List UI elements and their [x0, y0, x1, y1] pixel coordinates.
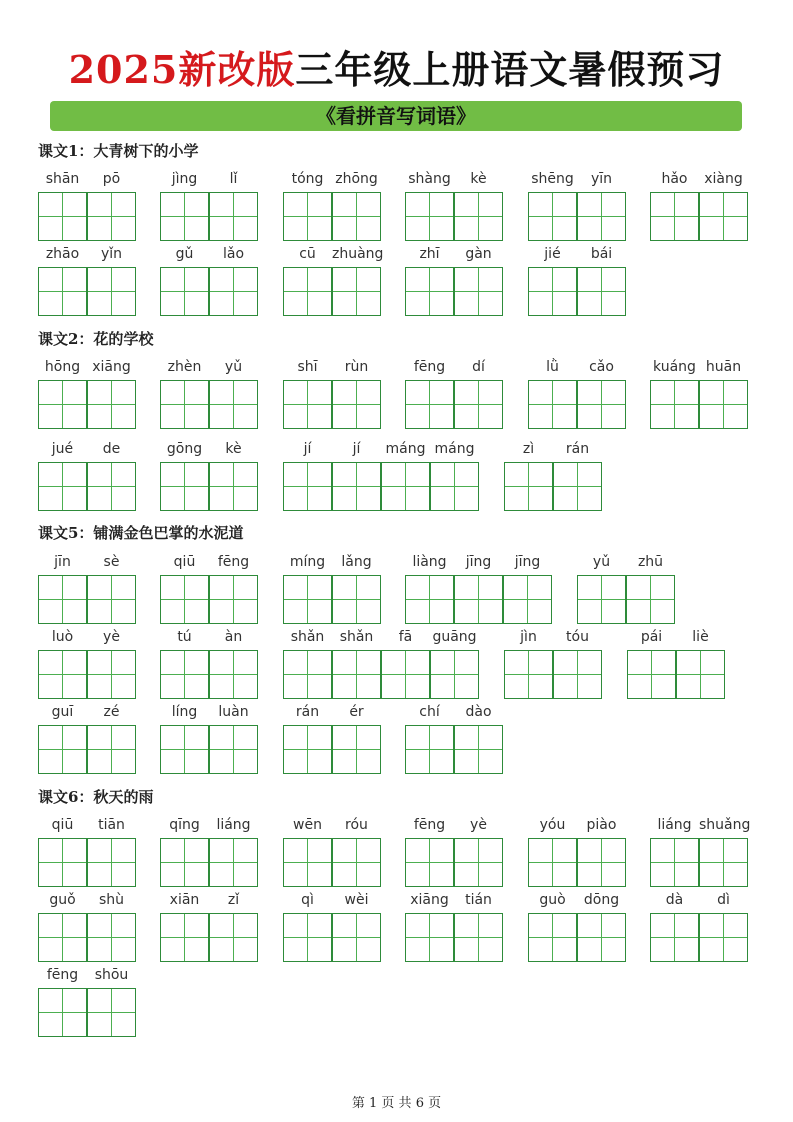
pinyin-label: kè [470, 171, 487, 187]
writing-grid-box[interactable] [87, 267, 136, 316]
writing-grid-box[interactable] [454, 725, 503, 774]
pinyin-label: pō [102, 171, 121, 187]
word-entry [650, 816, 751, 886]
pinyin-label: líng [171, 704, 198, 720]
pinyin-label: máng [434, 441, 475, 457]
writing-grid-box[interactable] [381, 462, 430, 511]
writing-grid-box[interactable] [209, 575, 258, 624]
word-entry [283, 816, 381, 886]
writing-grid-box[interactable] [405, 267, 454, 316]
word-entry [528, 170, 626, 240]
writing-grid-box[interactable] [160, 267, 209, 316]
writing-grid-box[interactable] [283, 380, 332, 429]
word-entry [405, 703, 503, 773]
pinyin-label: yǔ [592, 554, 611, 570]
word-entry [160, 553, 258, 623]
writing-grid-box[interactable] [577, 267, 626, 316]
writing-grid-box[interactable] [160, 462, 209, 511]
writing-grid-box[interactable] [528, 380, 577, 429]
word-entry [38, 553, 136, 623]
pinyin-label: xiān [169, 892, 200, 908]
pinyin-label: shēng [531, 171, 574, 187]
writing-grid-box[interactable] [405, 838, 454, 887]
writing-grid-box[interactable] [503, 575, 552, 624]
word-entry [577, 553, 675, 623]
writing-grid-box[interactable] [160, 725, 209, 774]
writing-grid-box[interactable] [332, 267, 381, 316]
writing-grid-box[interactable] [650, 380, 699, 429]
writing-grid-box[interactable] [405, 192, 454, 241]
pinyin-label: zhuàng [332, 246, 384, 262]
pinyin-label: qiū [173, 554, 196, 570]
writing-grid-box[interactable] [209, 380, 258, 429]
pinyin-label: jìng [171, 171, 198, 187]
word-entry [405, 891, 503, 961]
section-heading: 课文1：大青树下的小学 [38, 142, 199, 160]
writing-grid-box[interactable] [332, 462, 381, 511]
writing-grid-box[interactable] [454, 380, 503, 429]
pinyin-label: zhōng [335, 171, 378, 187]
writing-grid-box[interactable] [650, 192, 699, 241]
pinyin-label: lǐ [229, 171, 238, 187]
writing-grid-box[interactable] [160, 192, 209, 241]
pinyin-label: fēng [217, 554, 250, 570]
writing-grid-box[interactable] [38, 650, 87, 699]
writing-grid-box[interactable] [699, 192, 748, 241]
word-entry [528, 816, 626, 886]
word-entry [38, 440, 136, 510]
writing-grid-box[interactable] [209, 913, 258, 962]
word-entry [38, 816, 136, 886]
subtitle-banner [50, 101, 742, 131]
writing-grid-box[interactable] [430, 650, 479, 699]
pinyin-label: tián [465, 892, 492, 908]
writing-grid-box[interactable] [332, 575, 381, 624]
pinyin-label: qì [301, 892, 314, 908]
pinyin-label: luò [51, 629, 74, 645]
word-entry [405, 816, 503, 886]
writing-grid-box[interactable] [405, 380, 454, 429]
word-entry [650, 170, 748, 240]
pinyin-label: huān [705, 359, 742, 375]
pinyin-label: ér [349, 704, 364, 720]
pinyin-label: jué [51, 441, 74, 457]
writing-grid-box[interactable] [454, 838, 503, 887]
writing-grid-box[interactable] [209, 838, 258, 887]
writing-grid-box[interactable] [650, 838, 699, 887]
writing-grid-box[interactable] [332, 838, 381, 887]
page-footer: 第 1 页 共 6 页 [351, 1096, 442, 1111]
writing-grid-box[interactable] [160, 575, 209, 624]
pinyin-label: jīng [465, 554, 492, 570]
writing-grid-box[interactable] [87, 650, 136, 699]
writing-grid-box[interactable] [209, 267, 258, 316]
pinyin-label: de [102, 441, 121, 457]
pinyin-label: shī [297, 359, 318, 375]
writing-grid-box[interactable] [283, 575, 332, 624]
pinyin-label: rán [295, 704, 320, 720]
pinyin-label: gōng [166, 441, 203, 457]
writing-grid-box[interactable] [209, 462, 258, 511]
pinyin-label: rán [565, 441, 590, 457]
pinyin-label: tú [177, 629, 192, 645]
word-entry [160, 358, 258, 428]
pinyin-label: hōng [44, 359, 81, 375]
word-entry [405, 245, 503, 315]
pinyin-label: yè [103, 629, 120, 645]
writing-grid-box[interactable] [430, 462, 479, 511]
writing-grid-box[interactable] [454, 192, 503, 241]
word-entry [283, 358, 381, 428]
writing-grid-box[interactable] [699, 913, 748, 962]
word-entry [504, 440, 602, 510]
writing-grid-box[interactable] [577, 838, 626, 887]
pinyin-label: jìn [520, 629, 537, 645]
pinyin-label: pái [640, 629, 663, 645]
writing-grid-box[interactable] [332, 913, 381, 962]
writing-grid-box[interactable] [577, 380, 626, 429]
pinyin-label: zhū [637, 554, 664, 570]
pinyin-label: guāng [432, 629, 477, 645]
pinyin-label: bái [590, 246, 613, 262]
pinyin-label: yóu [539, 817, 566, 833]
pinyin-label: lǜ [546, 359, 559, 375]
word-entry [160, 245, 258, 315]
writing-grid-box[interactable] [38, 380, 87, 429]
pinyin-label: fā [398, 629, 413, 645]
pinyin-label: dōng [583, 892, 620, 908]
pinyin-label: gàn [465, 246, 492, 262]
word-entry [650, 891, 748, 961]
pinyin-label: zé [103, 704, 120, 720]
writing-grid-box[interactable] [553, 462, 602, 511]
word-entry [283, 440, 479, 510]
pinyin-label: yǔ [224, 359, 243, 375]
pinyin-label: hǎo [661, 171, 688, 187]
pinyin-label: róu [345, 817, 368, 833]
pinyin-label: shù [98, 892, 125, 908]
pinyin-label: cǎo [589, 359, 614, 375]
writing-grid-box[interactable] [283, 267, 332, 316]
word-entry [38, 703, 136, 773]
pinyin-label: shǎn [339, 629, 374, 645]
word-entry [405, 358, 503, 428]
pinyin-label: gǔ [175, 246, 194, 262]
writing-grid-box[interactable] [209, 650, 258, 699]
writing-grid-box[interactable] [454, 913, 503, 962]
pinyin-label: wèi [344, 892, 369, 908]
pinyin-label: qiū [51, 817, 74, 833]
pinyin-label: liáng [216, 817, 251, 833]
pinyin-label: zhāo [45, 246, 80, 262]
pinyin-label: guò [539, 892, 566, 908]
word-entry [528, 891, 626, 961]
pinyin-label: yīn [590, 171, 613, 187]
pinyin-label: xiāng [92, 359, 131, 375]
pinyin-label: kè [225, 441, 242, 457]
word-entry [283, 891, 381, 961]
writing-grid-box[interactable] [38, 267, 87, 316]
pinyin-label: guǒ [49, 892, 76, 908]
pinyin-label: jié [544, 246, 561, 262]
writing-grid-box[interactable] [528, 192, 577, 241]
writing-grid-box[interactable] [676, 650, 725, 699]
word-entry [38, 358, 136, 428]
pinyin-label: guī [51, 704, 74, 720]
title-year-edition: 2025新改版 [68, 47, 296, 92]
writing-grid-box[interactable] [87, 380, 136, 429]
writing-grid-box[interactable] [38, 988, 87, 1037]
writing-grid-box[interactable] [528, 267, 577, 316]
writing-grid-box[interactable] [283, 650, 332, 699]
writing-grid-box[interactable] [650, 913, 699, 962]
pinyin-label: dì [717, 892, 730, 908]
word-entry [160, 170, 258, 240]
writing-grid-box[interactable] [38, 192, 87, 241]
word-entry [283, 245, 384, 315]
writing-grid-box[interactable] [160, 380, 209, 429]
word-entry [160, 891, 258, 961]
word-entry [38, 628, 136, 698]
writing-grid-box[interactable] [577, 192, 626, 241]
writing-grid-box[interactable] [405, 725, 454, 774]
pinyin-label: shōu [94, 967, 129, 983]
pinyin-label: míng [289, 554, 326, 570]
writing-grid-box[interactable] [627, 650, 676, 699]
word-entry [160, 628, 258, 698]
writing-grid-box[interactable] [626, 575, 675, 624]
pinyin-label: yǐn [100, 246, 123, 262]
writing-grid-box[interactable] [283, 725, 332, 774]
word-entry [650, 358, 748, 428]
writing-grid-box[interactable] [87, 725, 136, 774]
pinyin-label: rùn [344, 359, 369, 375]
pinyin-label: zǐ [227, 892, 240, 908]
page-title [0, 44, 793, 96]
pinyin-label: qīng [169, 817, 200, 833]
pinyin-label: liàng [412, 554, 447, 570]
word-entry [38, 891, 136, 961]
writing-grid-box[interactable] [577, 913, 626, 962]
pinyin-label: fēng [46, 967, 79, 983]
pinyin-label: shuǎng [699, 817, 751, 833]
writing-grid-box[interactable] [405, 575, 454, 624]
writing-grid-box[interactable] [283, 913, 332, 962]
word-entry [283, 628, 479, 698]
pinyin-label: xiàng [704, 171, 743, 187]
writing-grid-box[interactable] [160, 913, 209, 962]
pinyin-label: liè [692, 629, 709, 645]
pinyin-label: àn [224, 629, 243, 645]
pinyin-label: wēn [293, 817, 322, 833]
word-entry [528, 245, 626, 315]
pinyin-label: tiān [98, 817, 125, 833]
section-heading: 课文5：铺满金色巴掌的水泥道 [38, 524, 244, 542]
pinyin-label: dí [472, 359, 485, 375]
pinyin-label: yè [470, 817, 487, 833]
word-entry [160, 703, 258, 773]
pinyin-label: jí [303, 441, 312, 457]
writing-grid-box[interactable] [528, 913, 577, 962]
word-entry [160, 816, 258, 886]
writing-grid-box[interactable] [87, 913, 136, 962]
writing-grid-box[interactable] [87, 988, 136, 1037]
subtitle-text: 《看拼音写词语》 [316, 104, 476, 128]
section-heading: 课文6：秋天的雨 [38, 788, 154, 806]
pinyin-label: shǎn [290, 629, 325, 645]
writing-grid-box[interactable] [504, 462, 553, 511]
writing-grid-box[interactable] [332, 192, 381, 241]
pinyin-label: xiāng [410, 892, 449, 908]
writing-grid-box[interactable] [332, 650, 381, 699]
writing-grid-box[interactable] [38, 462, 87, 511]
pinyin-label: jīn [54, 554, 71, 570]
pinyin-label: shàng [408, 171, 451, 187]
pinyin-label: liáng [657, 817, 692, 833]
writing-grid-box[interactable] [38, 913, 87, 962]
pinyin-label: luàn [218, 704, 249, 720]
writing-grid-box[interactable] [454, 575, 503, 624]
writing-grid-box[interactable] [454, 267, 503, 316]
pinyin-label: zì [522, 441, 535, 457]
word-entry [38, 245, 136, 315]
writing-grid-box[interactable] [209, 725, 258, 774]
writing-grid-box[interactable] [528, 838, 577, 887]
writing-grid-box[interactable] [87, 192, 136, 241]
writing-grid-box[interactable] [553, 650, 602, 699]
writing-grid-box[interactable] [405, 913, 454, 962]
writing-grid-box[interactable] [160, 650, 209, 699]
word-entry [405, 553, 552, 623]
writing-grid-box[interactable] [283, 462, 332, 511]
word-entry [38, 170, 136, 240]
pinyin-label: fēng [413, 359, 446, 375]
word-entry [38, 966, 136, 1036]
writing-grid-box[interactable] [87, 462, 136, 511]
writing-grid-box[interactable] [283, 192, 332, 241]
pinyin-label: piào [586, 817, 617, 833]
pinyin-label: fēng [413, 817, 446, 833]
word-entry [283, 703, 381, 773]
word-entry [283, 553, 381, 623]
pinyin-label: tóu [566, 629, 589, 645]
word-entry [627, 628, 725, 698]
word-entry [504, 628, 602, 698]
section-heading: 课文2：花的学校 [38, 330, 154, 348]
pinyin-label: tóng [291, 171, 324, 187]
writing-grid-box[interactable] [332, 380, 381, 429]
pinyin-label: sè [103, 554, 120, 570]
word-entry [528, 358, 626, 428]
pinyin-label: kuáng [653, 359, 696, 375]
pinyin-label: cū [299, 246, 316, 262]
pinyin-label: máng [385, 441, 426, 457]
writing-grid-box[interactable] [699, 380, 748, 429]
pinyin-label: dào [465, 704, 492, 720]
writing-grid-box[interactable] [504, 650, 553, 699]
writing-grid-box[interactable] [209, 192, 258, 241]
writing-grid-box[interactable] [38, 575, 87, 624]
writing-grid-box[interactable] [381, 650, 430, 699]
pinyin-label: zhèn [167, 359, 202, 375]
writing-grid-box[interactable] [283, 838, 332, 887]
pinyin-label: zhī [419, 246, 440, 262]
writing-grid-box[interactable] [160, 838, 209, 887]
word-entry [160, 440, 258, 510]
writing-grid-box[interactable] [699, 838, 748, 887]
writing-grid-box[interactable] [87, 838, 136, 887]
writing-grid-box[interactable] [87, 575, 136, 624]
word-entry [283, 170, 381, 240]
writing-grid-box[interactable] [38, 725, 87, 774]
pinyin-label: shān [45, 171, 80, 187]
writing-grid-box[interactable] [38, 838, 87, 887]
word-entry [405, 170, 503, 240]
pinyin-label: dà [665, 892, 684, 908]
writing-grid-box[interactable] [577, 575, 626, 624]
title-main: 三年级上册语文暑假预习 [295, 47, 725, 92]
pinyin-label: chí [419, 704, 440, 720]
pinyin-label: lǎo [222, 246, 245, 262]
pinyin-label: jīng [514, 554, 541, 570]
pinyin-label: jí [352, 441, 361, 457]
pinyin-label: lǎng [341, 554, 372, 570]
writing-grid-box[interactable] [332, 725, 381, 774]
